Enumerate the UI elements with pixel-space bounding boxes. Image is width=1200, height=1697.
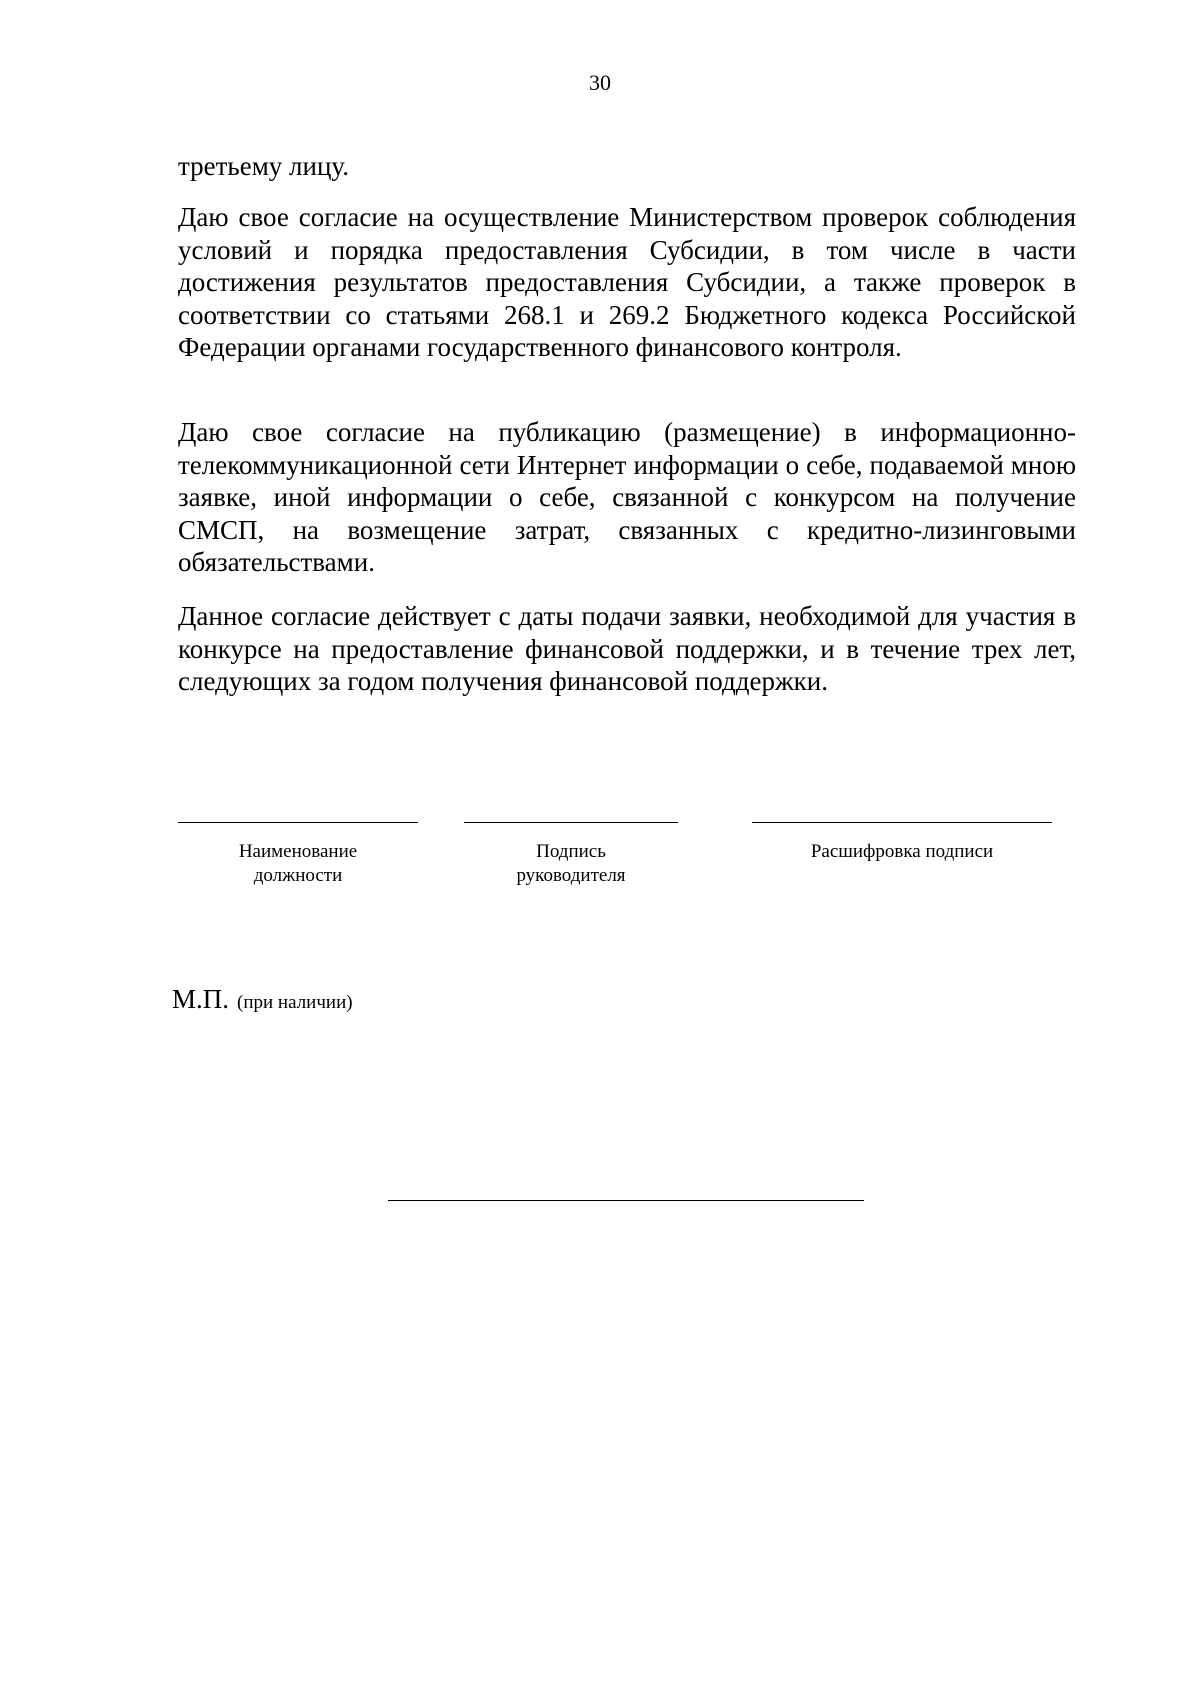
- paragraph-inspection-consent: Даю свое согласие на осуществление Министерством проверок соблюдения условий и порядка предоставления Субсидии, в том числе в части достижения результатов предоставления Субсидии, а также проверок в соответствии со статьями 268.1 и 269.2 Бюджетного кодекса Российской Федерации органами государственного финансового контроля.: [178, 202, 1076, 362]
- stamp-placeholder: [172, 984, 353, 1015]
- signature-label-line1: Подпись: [536, 841, 606, 862]
- stamp-note: (при наличии): [237, 992, 353, 1013]
- paragraph-consent-validity: Данное согласие действует с даты подачи заявки, необходимой для участия в конкурсе на предоставление финансовой поддержки, и в течение трех лет, следующих за годом получения финансовой поддержки.: [178, 601, 1076, 696]
- position-label-line1: Наименование: [238, 841, 358, 862]
- signature-label: [464, 840, 678, 888]
- decoding-line: [752, 822, 1052, 823]
- page-number: 30: [589, 70, 611, 95]
- paragraph-publication-consent: Даю свое согласие на публикацию (размещение) в информационно-телекоммуникационной сети Интернет информации о себе, подаваемой мною заявке, иной информации о себе, связанной с конкурсом на получение СМСП, на возмещение затрат, связанных с кредитно-лизинговыми обязательствами.: [178, 417, 1076, 577]
- signature-label-line2: руководителя: [516, 865, 626, 886]
- stamp-label: М.П.: [172, 984, 230, 1014]
- position-label: [178, 840, 418, 888]
- bottom-rule: [388, 1200, 864, 1201]
- paragraph-continuation: третьему лицу.: [178, 151, 349, 181]
- position-line: [178, 822, 418, 823]
- signature-line: [464, 822, 678, 823]
- decoding-label: Расшифровка подписи: [810, 841, 994, 862]
- position-label-line2: должности: [253, 865, 343, 886]
